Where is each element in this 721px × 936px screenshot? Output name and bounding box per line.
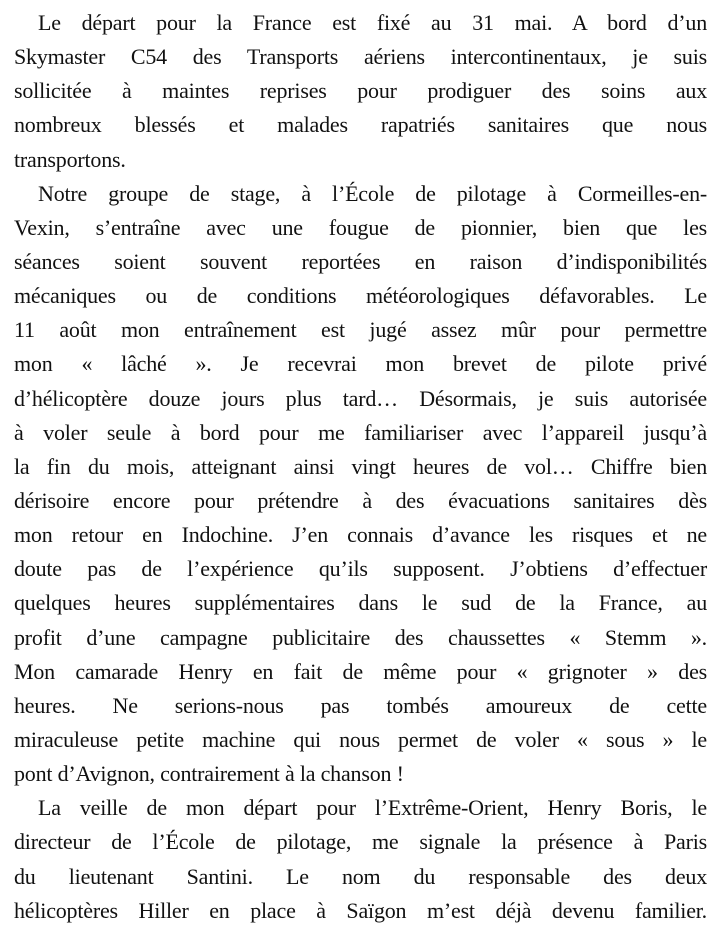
text-line: heures. Ne serions-nous pas tombés amoureux de cette xyxy=(14,692,707,718)
text-line: miraculeuse petite machine qui nous permet de voler « sous » le xyxy=(14,726,707,752)
text-line: doute pas de l’expérience qu’ils supposent. J’obtiens d’effectuer xyxy=(14,556,707,582)
paragraph-departure xyxy=(14,6,707,177)
text-line: quelques heures supplémentaires dans le sud de la France, au xyxy=(14,590,707,616)
text-line: Vexin, s’entraîne avec une fougue de pionnier, bien que les xyxy=(14,214,707,240)
text-line: séances soient souvent reportées en raison d’indisponibilités xyxy=(14,248,707,274)
text-line: mon retour en Indochine. J’en connais d’avance les risques et ne xyxy=(14,522,707,548)
paragraph-training xyxy=(14,177,707,792)
text-line: 11 août mon entraînement est jugé assez mûr pour permettre xyxy=(14,317,707,343)
document-page xyxy=(14,6,707,928)
text-line: d’hélicoptère douze jours plus tard… Désormais, je suis autorisée xyxy=(14,385,707,411)
text-line: hélicoptères Hiller en place à Saïgon m’est déjà devenu familier. xyxy=(14,897,707,923)
text-line: directeur de l’École de pilotage, me signale la présence à Paris xyxy=(14,829,707,855)
text-line: mécaniques ou de conditions météorologiques défavorables. Le xyxy=(14,283,707,309)
text-line: Skymaster C54 des Transports aériens intercontinentaux, je suis xyxy=(14,44,707,70)
text-line: nombreux blessés et malades rapatriés sanitaires que nous xyxy=(14,112,707,138)
text-line: à voler seule à bord pour me familiariser avec l’appareil jusqu’à xyxy=(14,419,707,445)
text-line: mon « lâché ». Je recevrai mon brevet de pilote privé xyxy=(14,351,707,377)
text-line: dérisoire encore pour prétendre à des évacuations sanitaires dès xyxy=(14,487,707,513)
text-line: la fin du mois, atteignant ainsi vingt heures de vol… Chiffre bien xyxy=(14,453,707,479)
text-line: pont d’Avignon, contrairement à la chanson ! xyxy=(14,761,404,787)
text-line: du lieutenant Santini. Le nom du responsable des deux xyxy=(14,863,707,889)
text-line: Le départ pour la France est fixé au 31 mai. A bord d’un xyxy=(38,10,707,35)
text-line: La veille de mon départ pour l’Extrême-Orient, Henry Boris, le xyxy=(38,795,707,821)
text-line: profit d’une campagne publicitaire des chaussettes « Stemm ». xyxy=(14,624,707,650)
text-line: Notre groupe de stage, à l’École de pilotage à Cormeilles-en- xyxy=(38,180,707,206)
text-line: sollicitée à maintes reprises pour prodiguer des soins aux xyxy=(14,78,707,104)
text-line: transportons. xyxy=(14,146,126,172)
text-line: Mon camarade Henry en fait de même pour « grignoter » des xyxy=(14,658,707,684)
paragraph-santini xyxy=(14,791,707,928)
